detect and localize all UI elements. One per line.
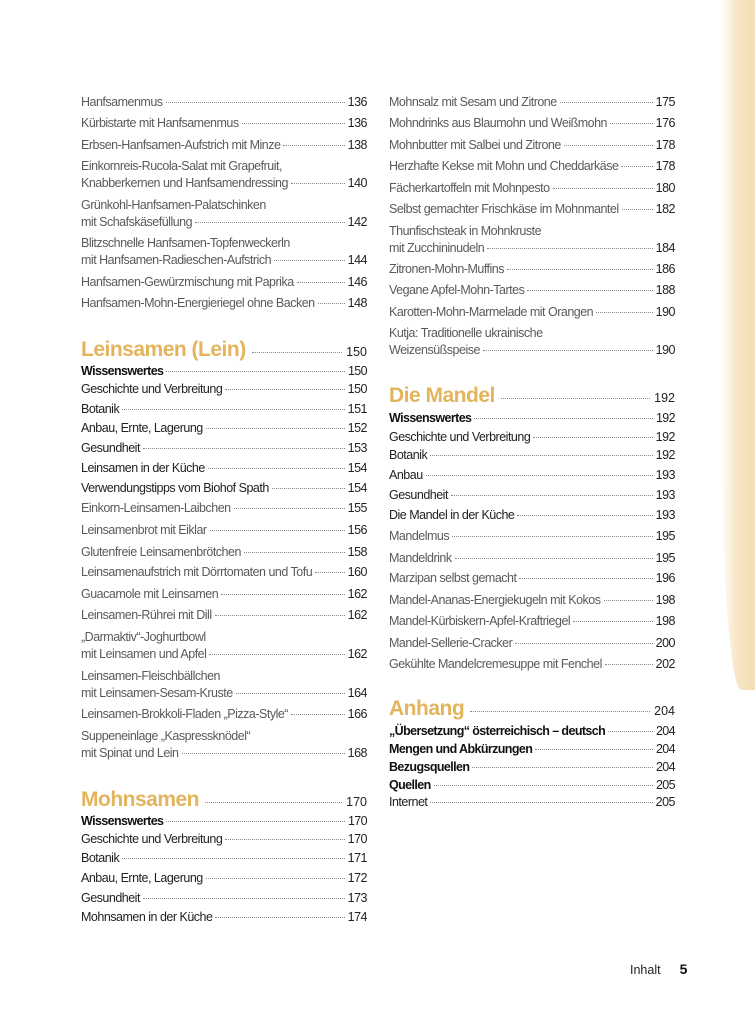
toc-entry[interactable] <box>389 613 675 630</box>
entry-page-number: 205 <box>655 778 675 792</box>
entry-page-number: 156 <box>347 523 367 537</box>
toc-entry[interactable] <box>81 831 367 848</box>
page-edge-decoration <box>721 0 755 690</box>
dot-leader <box>291 714 345 715</box>
dot-leader <box>604 600 653 601</box>
entry-title-line: mit Hanfsamen-Radieschen-Aufstrich <box>81 253 272 267</box>
entry-title-line: Wissenswertes <box>81 814 164 828</box>
entry-page-number: 175 <box>655 95 675 109</box>
entry-title-line: Herzhafte Kekse mit Mohn und Cheddarkäse <box>389 159 619 173</box>
dot-leader <box>122 858 344 859</box>
toc-entry[interactable] <box>389 570 675 587</box>
dot-leader <box>560 102 653 103</box>
toc-entry[interactable] <box>389 487 675 504</box>
footer-label: Inhalt <box>630 963 661 977</box>
entry-title-line: Gesundheit <box>81 441 140 455</box>
dot-leader <box>236 693 345 694</box>
toc-entry[interactable] <box>81 401 367 418</box>
dot-leader <box>225 389 344 390</box>
toc-entry[interactable] <box>389 429 675 446</box>
entry-page-number: 150 <box>347 364 367 378</box>
entry-page-number: 195 <box>655 551 675 565</box>
entry-page-number: 193 <box>655 468 675 482</box>
entry-title-line: Blitzschnelle Hanfsamen-Topfenweckerln <box>81 236 290 250</box>
entry-page-number: 142 <box>347 215 367 229</box>
toc-entry[interactable] <box>81 890 367 907</box>
dot-leader <box>206 878 345 879</box>
entry-title-line: Botanik <box>81 851 120 865</box>
dot-leader <box>487 248 652 249</box>
entry-title-line: Gesundheit <box>81 891 140 905</box>
page-footer <box>630 961 687 977</box>
entry-page-number: 195 <box>655 529 675 543</box>
entry-page-number: 158 <box>347 545 367 559</box>
dot-leader <box>564 145 653 146</box>
entry-title-line: mit Zucchininudeln <box>389 241 485 255</box>
toc-entry[interactable] <box>81 522 367 539</box>
toc-entry[interactable] <box>389 656 675 673</box>
entry-page-number: 162 <box>347 587 367 601</box>
toc-entry[interactable] <box>81 197 367 231</box>
entry-page-number: 170 <box>347 814 367 828</box>
toc-entry[interactable] <box>81 274 367 291</box>
entry-title-line: Gekühlte Mandelcremesuppe mit Fenchel <box>389 657 602 671</box>
entry-title-line: Mohnsamen in der Küche <box>81 910 213 924</box>
dot-leader <box>210 530 345 531</box>
entry-page-number: 205 <box>655 795 675 809</box>
toc-entry[interactable] <box>81 480 367 497</box>
toc-entry[interactable] <box>389 282 675 299</box>
entry-page-number: 178 <box>655 138 675 152</box>
entry-page-number: 204 <box>655 760 675 774</box>
dot-leader <box>143 448 345 449</box>
dot-leader <box>291 183 345 184</box>
dot-leader <box>610 123 653 124</box>
entry-title-line: Bezugsquellen <box>389 760 470 774</box>
entry-title-line: Hanfsamen-Mohn-Energieriegel ohne Backen <box>81 296 315 310</box>
entry-page-number: 166 <box>347 707 367 721</box>
toc-entry[interactable] <box>81 500 367 517</box>
entry-title-line: Mohnbutter mit Salbei und Zitrone <box>389 138 561 152</box>
entry-title-line: Mandel-Sellerie-Cracker <box>389 636 513 650</box>
dot-leader <box>206 428 345 429</box>
toc-entry[interactable] <box>389 550 675 567</box>
entry-title-line: mit Leinsamen und Apfel <box>81 647 207 661</box>
entry-title-line: Mandel-Kürbiskern-Apfel-Kraftriegel <box>389 614 571 628</box>
dot-leader <box>573 621 652 622</box>
dot-leader <box>166 371 345 372</box>
toc-entry[interactable] <box>389 410 675 427</box>
dot-leader <box>252 352 342 353</box>
dot-leader <box>242 123 345 124</box>
entry-page-number: 162 <box>347 608 367 622</box>
toc-entry[interactable] <box>81 813 367 830</box>
toc-entry[interactable] <box>389 137 675 154</box>
entry-title-line: Fächerkartoffeln mit Mohnpesto <box>389 181 550 195</box>
entry-title-line: Vegane Apfel-Mohn-Tartes <box>389 283 525 297</box>
dot-leader <box>122 409 344 410</box>
dot-leader <box>605 664 653 665</box>
entry-title-line: Zitronen-Mohn-Muffins <box>389 262 505 276</box>
dot-leader <box>318 303 345 304</box>
entry-title-line: Suppeneinlage „Kaspressknödel“ <box>81 729 251 743</box>
toc-entry[interactable] <box>81 137 367 154</box>
toc-entry[interactable] <box>81 460 367 477</box>
entry-title-line: Kürbistarte mit Hanfsamenmus <box>81 116 239 130</box>
entry-page-number: 192 <box>655 430 675 444</box>
toc-entry[interactable] <box>389 158 675 175</box>
dot-leader <box>215 615 345 616</box>
toc-entry[interactable] <box>81 629 367 663</box>
entry-title-line: Anbau <box>389 468 423 482</box>
toc-entry[interactable] <box>81 381 367 398</box>
dot-leader <box>430 455 652 456</box>
entry-title-line: Guacamole mit Leinsamen <box>81 587 219 601</box>
entry-page-number: 136 <box>347 95 367 109</box>
page-number: 5 <box>679 961 688 977</box>
entry-page-number: 148 <box>347 296 367 310</box>
entry-page-number: 155 <box>347 501 367 515</box>
dot-leader <box>315 572 344 573</box>
dot-leader <box>430 802 652 803</box>
dot-leader <box>621 166 652 167</box>
entry-title-line: Kutja: Traditionelle ukrainische <box>389 326 543 340</box>
toc-entry[interactable] <box>81 668 367 702</box>
entry-title-line: Internet <box>389 795 428 809</box>
entry-page-number: 136 <box>347 116 367 130</box>
entry-title-line: „Übersetzung“ österreichisch – deutsch <box>389 724 606 738</box>
dot-leader <box>195 222 345 223</box>
dot-leader <box>519 578 652 579</box>
entry-title-line: Leinsamenaufstrich mit Dörrtomaten und Tofu <box>81 565 313 579</box>
entry-page-number: 168 <box>347 746 367 760</box>
dot-leader <box>474 418 653 419</box>
entry-page-number: 153 <box>347 441 367 455</box>
entry-page-number: 140 <box>347 176 367 190</box>
entry-page-number: 162 <box>347 647 367 661</box>
toc-entry[interactable] <box>389 777 675 794</box>
entry-title-line: Mohndrinks aus Blaumohn und Weißmohn <box>389 116 608 130</box>
dot-leader <box>608 731 653 732</box>
toc-entry[interactable] <box>389 261 675 278</box>
entry-title-line: Anbau, Ernte, Lagerung <box>81 871 203 885</box>
toc-entry[interactable] <box>389 723 675 740</box>
entry-page-number: 144 <box>347 253 367 267</box>
dot-leader <box>622 209 653 210</box>
section-page-number: 150 <box>346 345 367 359</box>
toc-entry[interactable] <box>389 325 675 359</box>
entry-title-line: Verwendungstipps vom Biohof Spath <box>81 481 269 495</box>
toc-entry[interactable] <box>389 467 675 484</box>
dot-leader <box>208 468 345 469</box>
toc-entry[interactable] <box>389 94 675 111</box>
entry-page-number: 138 <box>347 138 367 152</box>
toc-entry[interactable] <box>81 607 367 624</box>
dot-leader <box>234 508 345 509</box>
entry-title-line: Karotten-Mohn-Marmelade mit Orangen <box>389 305 594 319</box>
toc-entry[interactable] <box>81 909 367 926</box>
entry-title-line: mit Leinsamen-Sesam-Kruste <box>81 686 233 700</box>
entry-page-number: 176 <box>655 116 675 130</box>
entry-title-line: Selbst gemachter Frischkäse im Mohnmantel <box>389 202 619 216</box>
entry-page-number: 164 <box>347 686 367 700</box>
dot-leader <box>527 290 652 291</box>
dot-leader <box>215 917 344 918</box>
entry-page-number: 198 <box>655 593 675 607</box>
toc-entry[interactable] <box>81 295 367 312</box>
section-heading[interactable] <box>389 384 675 408</box>
section-page-number: 204 <box>654 704 675 718</box>
entry-title-line: Botanik <box>389 448 428 462</box>
dot-leader <box>221 594 344 595</box>
entry-title-line: Marzipan selbst gemacht <box>389 571 517 585</box>
entry-title-line: Leinsamen-Brokkoli-Fladen „Pizza-Style“ <box>81 707 288 721</box>
entry-page-number: 186 <box>655 262 675 276</box>
entry-title-line: Thunfischsteak in Mohnkruste <box>389 224 542 238</box>
entry-page-number: 146 <box>347 275 367 289</box>
section-heading[interactable] <box>81 788 367 812</box>
dot-leader <box>274 260 345 261</box>
entry-title-line: Die Mandel in der Küche <box>389 508 515 522</box>
entry-title-line: Mandelmus <box>389 529 450 543</box>
section-title: Mohnsamen <box>81 788 200 811</box>
entry-page-number: 154 <box>347 461 367 475</box>
entry-page-number: 192 <box>655 411 675 425</box>
dot-leader <box>166 102 345 103</box>
section-title: Leinsamen (Lein) <box>81 338 246 361</box>
dot-leader <box>452 536 653 537</box>
dot-leader <box>225 839 344 840</box>
entry-page-number: 184 <box>655 241 675 255</box>
dot-leader <box>553 188 653 189</box>
toc-entry[interactable] <box>81 728 367 762</box>
dot-leader <box>426 475 653 476</box>
entry-title-line: Geschichte und Verbreitung <box>81 382 223 396</box>
entry-page-number: 178 <box>655 159 675 173</box>
toc-entry[interactable] <box>389 592 675 609</box>
section-page-number: 192 <box>654 391 675 405</box>
entry-page-number: 151 <box>347 402 367 416</box>
entry-title-line: Mohnsalz mit Sesam und Zitrone <box>389 95 557 109</box>
entry-page-number: 204 <box>655 742 675 756</box>
entry-page-number: 170 <box>347 832 367 846</box>
entry-title-line: Leinsamen in der Küche <box>81 461 205 475</box>
entry-page-number: 198 <box>655 614 675 628</box>
entry-page-number: 200 <box>655 636 675 650</box>
entry-page-number: 190 <box>655 305 675 319</box>
entry-page-number: 154 <box>347 481 367 495</box>
dot-leader <box>535 749 653 750</box>
entry-page-number: 202 <box>655 657 675 671</box>
dot-leader <box>209 654 344 655</box>
toc-entry[interactable] <box>81 870 367 887</box>
entry-title-line: Mandeldrink <box>389 551 452 565</box>
entry-title-line: Gesundheit <box>389 488 448 502</box>
section-title: Anhang <box>389 697 465 720</box>
entry-page-number: 160 <box>347 565 367 579</box>
entry-title-line: Geschichte und Verbreitung <box>81 832 223 846</box>
dot-leader <box>507 269 653 270</box>
toc-entry[interactable] <box>81 440 367 457</box>
dot-leader <box>596 312 653 313</box>
toc-entry[interactable] <box>389 741 675 758</box>
toc-entry[interactable] <box>389 528 675 545</box>
toc-entry[interactable] <box>389 507 675 524</box>
entry-page-number: 196 <box>655 571 675 585</box>
dot-leader <box>244 552 345 553</box>
entry-title-line: Leinsamenbrot mit Eiklar <box>81 523 207 537</box>
dot-leader <box>434 785 653 786</box>
entry-title-line: mit Schafskäsefüllung <box>81 215 193 229</box>
entry-title-line: Wissenswertes <box>81 364 164 378</box>
entry-title-line: Hanfsamen-Gewürzmischung mit Paprika <box>81 275 294 289</box>
toc-entry[interactable] <box>81 850 367 867</box>
entry-page-number: 190 <box>655 343 675 357</box>
dot-leader <box>166 821 345 822</box>
toc-entry[interactable] <box>81 420 367 437</box>
toc-entry[interactable] <box>389 635 675 652</box>
section-heading[interactable] <box>81 338 367 362</box>
dot-leader <box>470 711 650 712</box>
entry-page-number: 174 <box>347 910 367 924</box>
entry-page-number: 193 <box>655 508 675 522</box>
dot-leader <box>455 558 653 559</box>
entry-title-line: Glutenfreie Leinsamenbrötchen <box>81 545 241 559</box>
dot-leader <box>515 643 652 644</box>
entry-title-line: Einkornreis-Rucola-Salat mit Grapefruit, <box>81 159 282 173</box>
section-heading[interactable] <box>389 697 675 721</box>
entry-page-number: 193 <box>655 488 675 502</box>
toc-entry[interactable] <box>81 586 367 603</box>
toc-entry[interactable] <box>81 94 367 111</box>
dot-leader <box>182 753 345 754</box>
entry-title-line: Mandel-Ananas-Energiekugeln mit Kokos <box>389 593 601 607</box>
entry-page-number: 150 <box>347 382 367 396</box>
entry-page-number: 171 <box>347 851 367 865</box>
toc-entry[interactable] <box>81 115 367 132</box>
entry-title-line: Erbsen-Hanfsamen-Aufstrich mit Minze <box>81 138 281 152</box>
dot-leader <box>517 515 652 516</box>
dot-leader <box>533 437 652 438</box>
section-page-number: 170 <box>346 795 367 809</box>
dot-leader <box>272 488 345 489</box>
entry-title-line: Geschichte und Verbreitung <box>389 430 531 444</box>
toc-entry[interactable] <box>389 115 675 132</box>
entry-title-line: mit Spinat und Lein <box>81 746 179 760</box>
entry-page-number: 182 <box>655 202 675 216</box>
dot-leader <box>472 767 653 768</box>
entry-title-line: „Darmaktiv“-Joghurtbowl <box>81 630 206 644</box>
toc-entry[interactable] <box>81 363 367 380</box>
entry-page-number: 204 <box>655 724 675 738</box>
entry-page-number: 172 <box>347 871 367 885</box>
dot-leader <box>205 802 342 803</box>
entry-title-line: Anbau, Ernte, Lagerung <box>81 421 203 435</box>
toc-entry[interactable] <box>81 158 367 192</box>
toc-entry[interactable] <box>81 235 367 269</box>
entry-title-line: Einkorn-Leinsamen-Laibchen <box>81 501 231 515</box>
dot-leader <box>451 495 653 496</box>
entry-page-number: 192 <box>655 448 675 462</box>
entry-title-line: Grünkohl-Hanfsamen-Palatschinken <box>81 198 266 212</box>
entry-page-number: 152 <box>347 421 367 435</box>
dot-leader <box>501 398 650 399</box>
entry-title-line: Botanik <box>81 402 120 416</box>
dot-leader <box>143 898 345 899</box>
entry-page-number: 188 <box>655 283 675 297</box>
dot-leader <box>283 145 344 146</box>
toc-entry[interactable] <box>389 759 675 776</box>
entry-title-line: Wissenswertes <box>389 411 472 425</box>
dot-leader <box>483 350 653 351</box>
toc-entry[interactable] <box>389 223 675 257</box>
entry-page-number: 173 <box>347 891 367 905</box>
entry-title-line: Quellen <box>389 778 431 792</box>
entry-page-number: 180 <box>655 181 675 195</box>
toc-entry[interactable] <box>81 564 367 581</box>
entry-title-line: Hanfsamenmus <box>81 95 163 109</box>
entry-title-line: Leinsamen-Fleischbällchen <box>81 669 220 683</box>
dot-leader <box>297 282 345 283</box>
toc-entry[interactable] <box>389 180 675 197</box>
toc-entry[interactable] <box>389 794 675 811</box>
toc-entry[interactable] <box>389 201 675 218</box>
section-title: Die Mandel <box>389 384 495 407</box>
toc-entry[interactable] <box>389 304 675 321</box>
toc-entry[interactable] <box>81 544 367 561</box>
toc-entry[interactable] <box>81 706 367 723</box>
entry-title-line: Weizensüßspeise <box>389 343 480 357</box>
entry-title-line: Mengen und Abkürzungen <box>389 742 533 756</box>
entry-title-line: Knabberkernen und Hanfsamendressing <box>81 176 288 190</box>
entry-title-line: Leinsamen-Rührei mit Dill <box>81 608 212 622</box>
toc-entry[interactable] <box>389 447 675 464</box>
